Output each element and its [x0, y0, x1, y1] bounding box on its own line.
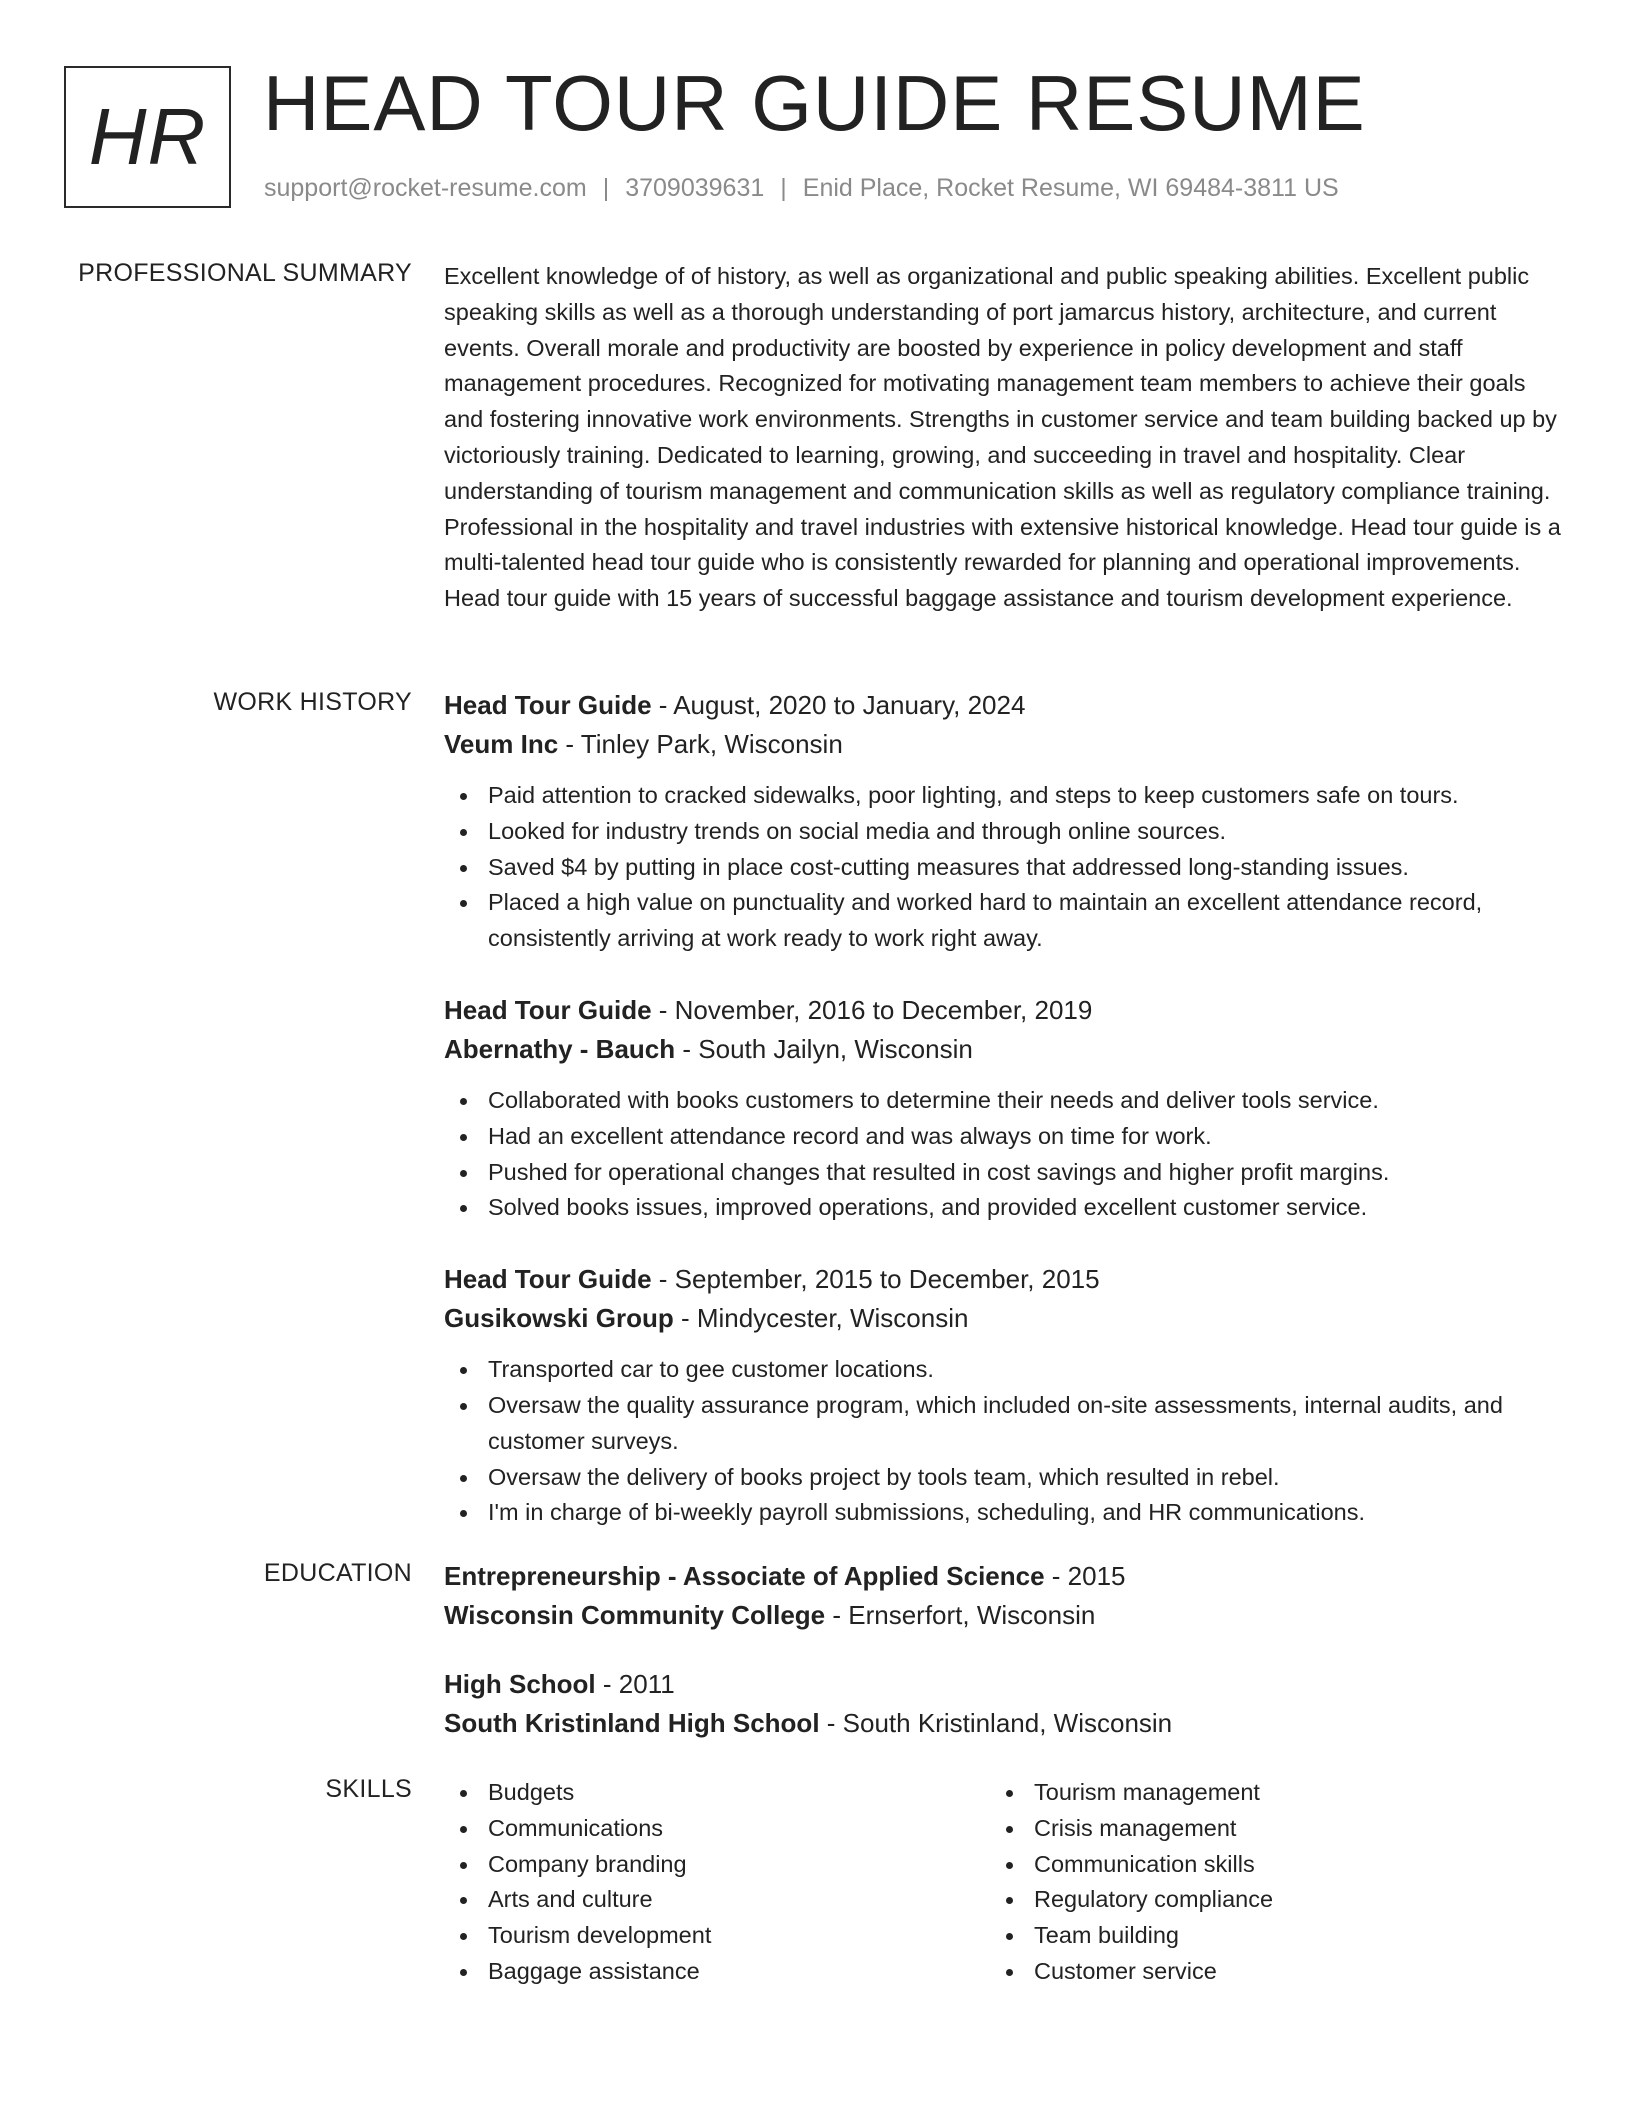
job-company: Abernathy - Bauch: [444, 1033, 676, 1064]
contact-phone[interactable]: 3709039631: [625, 174, 765, 202]
list-item: Budgets: [444, 1775, 990, 1811]
job-title-line: [444, 686, 1564, 725]
school-location: - Ernserfort, Wisconsin: [825, 1600, 1096, 1630]
monogram-badge: HR: [64, 66, 231, 208]
job-title: Head Tour Guide: [444, 1264, 652, 1295]
degree-name: High School: [444, 1669, 596, 1699]
list-item: Oversaw the delivery of books project by tools team, which resulted in rebel.: [444, 1460, 1564, 1496]
list-item: Company branding: [444, 1847, 990, 1883]
list-item: Crisis management: [990, 1811, 1536, 1847]
list-item: Placed a high value on punctuality and worked hard to maintain an excellent attendance record, consistently arriving at work ready to work right away.: [444, 885, 1564, 957]
list-item: Tourism development: [444, 1918, 990, 1954]
list-item: Collaborated with books customers to determine their needs and deliver tools service.: [444, 1083, 1564, 1119]
list-item: I'm in charge of bi-weekly payroll submissions, scheduling, and HR communications.: [444, 1495, 1564, 1531]
resume-title: HEAD TOUR GUIDE RESUME: [263, 59, 1366, 147]
resume-header: [64, 59, 1564, 216]
school-line: [444, 1704, 1564, 1743]
work-history-heading: WORK HISTORY: [213, 688, 412, 716]
list-item: Oversaw the quality assurance program, which included on-site assessments, internal audits, and customer surveys.: [444, 1388, 1564, 1460]
job-dates: - September, 2015 to December, 2015: [651, 1264, 1100, 1295]
job-title-line: [444, 1260, 1564, 1299]
list-item: Transported car to gee customer locations.: [444, 1352, 1564, 1388]
job-entry: [444, 1260, 1564, 1531]
list-item: Regulatory compliance: [990, 1882, 1536, 1918]
contact-email[interactable]: support@rocket-resume.com: [264, 174, 587, 202]
list-item: Tourism management: [990, 1775, 1536, 1811]
list-item: Communication skills: [990, 1847, 1536, 1883]
work-history-body: [444, 686, 1564, 1565]
skills-column-right: [990, 1775, 1536, 1990]
list-item: Saved $4 by putting in place cost-cutting measures that addressed long-standing issues.: [444, 850, 1564, 886]
school-name: South Kristinland High School: [444, 1708, 820, 1738]
job-company-line: [444, 725, 1564, 764]
summary-body: [444, 259, 1564, 617]
job-bullets: [444, 778, 1564, 957]
list-item: Solved books issues, improved operations, and provided excellent customer service.: [444, 1190, 1564, 1226]
skills-body: [444, 1775, 1564, 1990]
education-heading: EDUCATION: [263, 1559, 412, 1587]
job-dates: - August, 2020 to January, 2024: [651, 690, 1026, 720]
job-location: - Tinley Park, Wisconsin: [558, 729, 843, 759]
school-name: Wisconsin Community College: [444, 1600, 826, 1630]
contact-separator: |: [780, 174, 787, 202]
list-item: Customer service: [990, 1954, 1536, 1990]
school-location: - South Kristinland, Wisconsin: [819, 1708, 1173, 1738]
contact-address: Enid Place, Rocket Resume, WI 69484-3811 US: [802, 174, 1339, 202]
degree-line: [444, 1665, 1564, 1704]
job-company: Veum Inc: [444, 729, 559, 759]
list-item: Paid attention to cracked sidewalks, poor lighting, and steps to keep customers safe on tours.: [444, 778, 1564, 814]
job-company-line: [444, 1030, 1564, 1069]
job-dates: - November, 2016 to December, 2019: [651, 994, 1093, 1025]
job-title-line: [444, 991, 1564, 1030]
skills-heading: SKILLS: [325, 1775, 412, 1803]
job-company-line: [444, 1299, 1564, 1338]
list-item: Had an excellent attendance record and was always on time for work.: [444, 1119, 1564, 1155]
degree-year: - 2011: [595, 1669, 675, 1699]
job-location: - South Jailyn, Wisconsin: [675, 1033, 973, 1064]
list-item: Team building: [990, 1918, 1536, 1954]
list-item: Communications: [444, 1811, 990, 1847]
contact-line: [264, 174, 1339, 203]
education-body: [444, 1557, 1564, 1773]
job-title: Head Tour Guide: [444, 994, 652, 1025]
summary-text: Excellent knowledge of of history, as well as organizational and public speaking abilities. Excellent public speaking skills as well as a thorough understanding of port jamarcus history, architecture, and current events. Overall morale and productivity are boosted by experience in policy development and staff management procedures. Recognized for motivating management team members to achieve their goals and fostering innovative work environments. Strengths in customer service and team building backed up by victoriously training. Dedicated to learning, growing, and succeeding in travel and hospitality. Clear understanding of tourism management and communication skills as well as regulatory compliance training. Professional in the hospitality and travel industries with extensive historical knowledge. Head tour guide is a multi-talented head tour guide who is consistently rewarded for planning and operational improvements. Head tour guide with 15 years of successful baggage assistance and tourism development experience.: [444, 263, 1561, 612]
job-company: Gusikowski Group: [444, 1303, 674, 1334]
job-bullets: [444, 1352, 1564, 1531]
skills-column-left: [444, 1775, 990, 1990]
school-line: [444, 1596, 1564, 1635]
list-item: Baggage assistance: [444, 1954, 990, 1990]
degree-year: - 2015: [1044, 1561, 1126, 1591]
list-item: Pushed for operational changes that resulted in cost savings and higher profit margins.: [444, 1155, 1564, 1191]
list-item: Arts and culture: [444, 1882, 990, 1918]
job-entry: [444, 686, 1564, 957]
job-location: - Mindycester, Wisconsin: [673, 1303, 969, 1334]
job-title: Head Tour Guide: [444, 690, 652, 720]
summary-heading: PROFESSIONAL SUMMARY: [78, 259, 412, 287]
skills-columns: [444, 1775, 1564, 1990]
job-entry: [444, 991, 1564, 1226]
degree-name: Entrepreneurship - Associate of Applied Science: [444, 1561, 1045, 1591]
degree-line: [444, 1557, 1564, 1596]
education-entry: [444, 1557, 1564, 1635]
contact-separator: |: [602, 174, 610, 202]
job-bullets: [444, 1083, 1564, 1226]
list-item: Looked for industry trends on social media and through online sources.: [444, 814, 1564, 850]
education-entry: [444, 1665, 1564, 1743]
